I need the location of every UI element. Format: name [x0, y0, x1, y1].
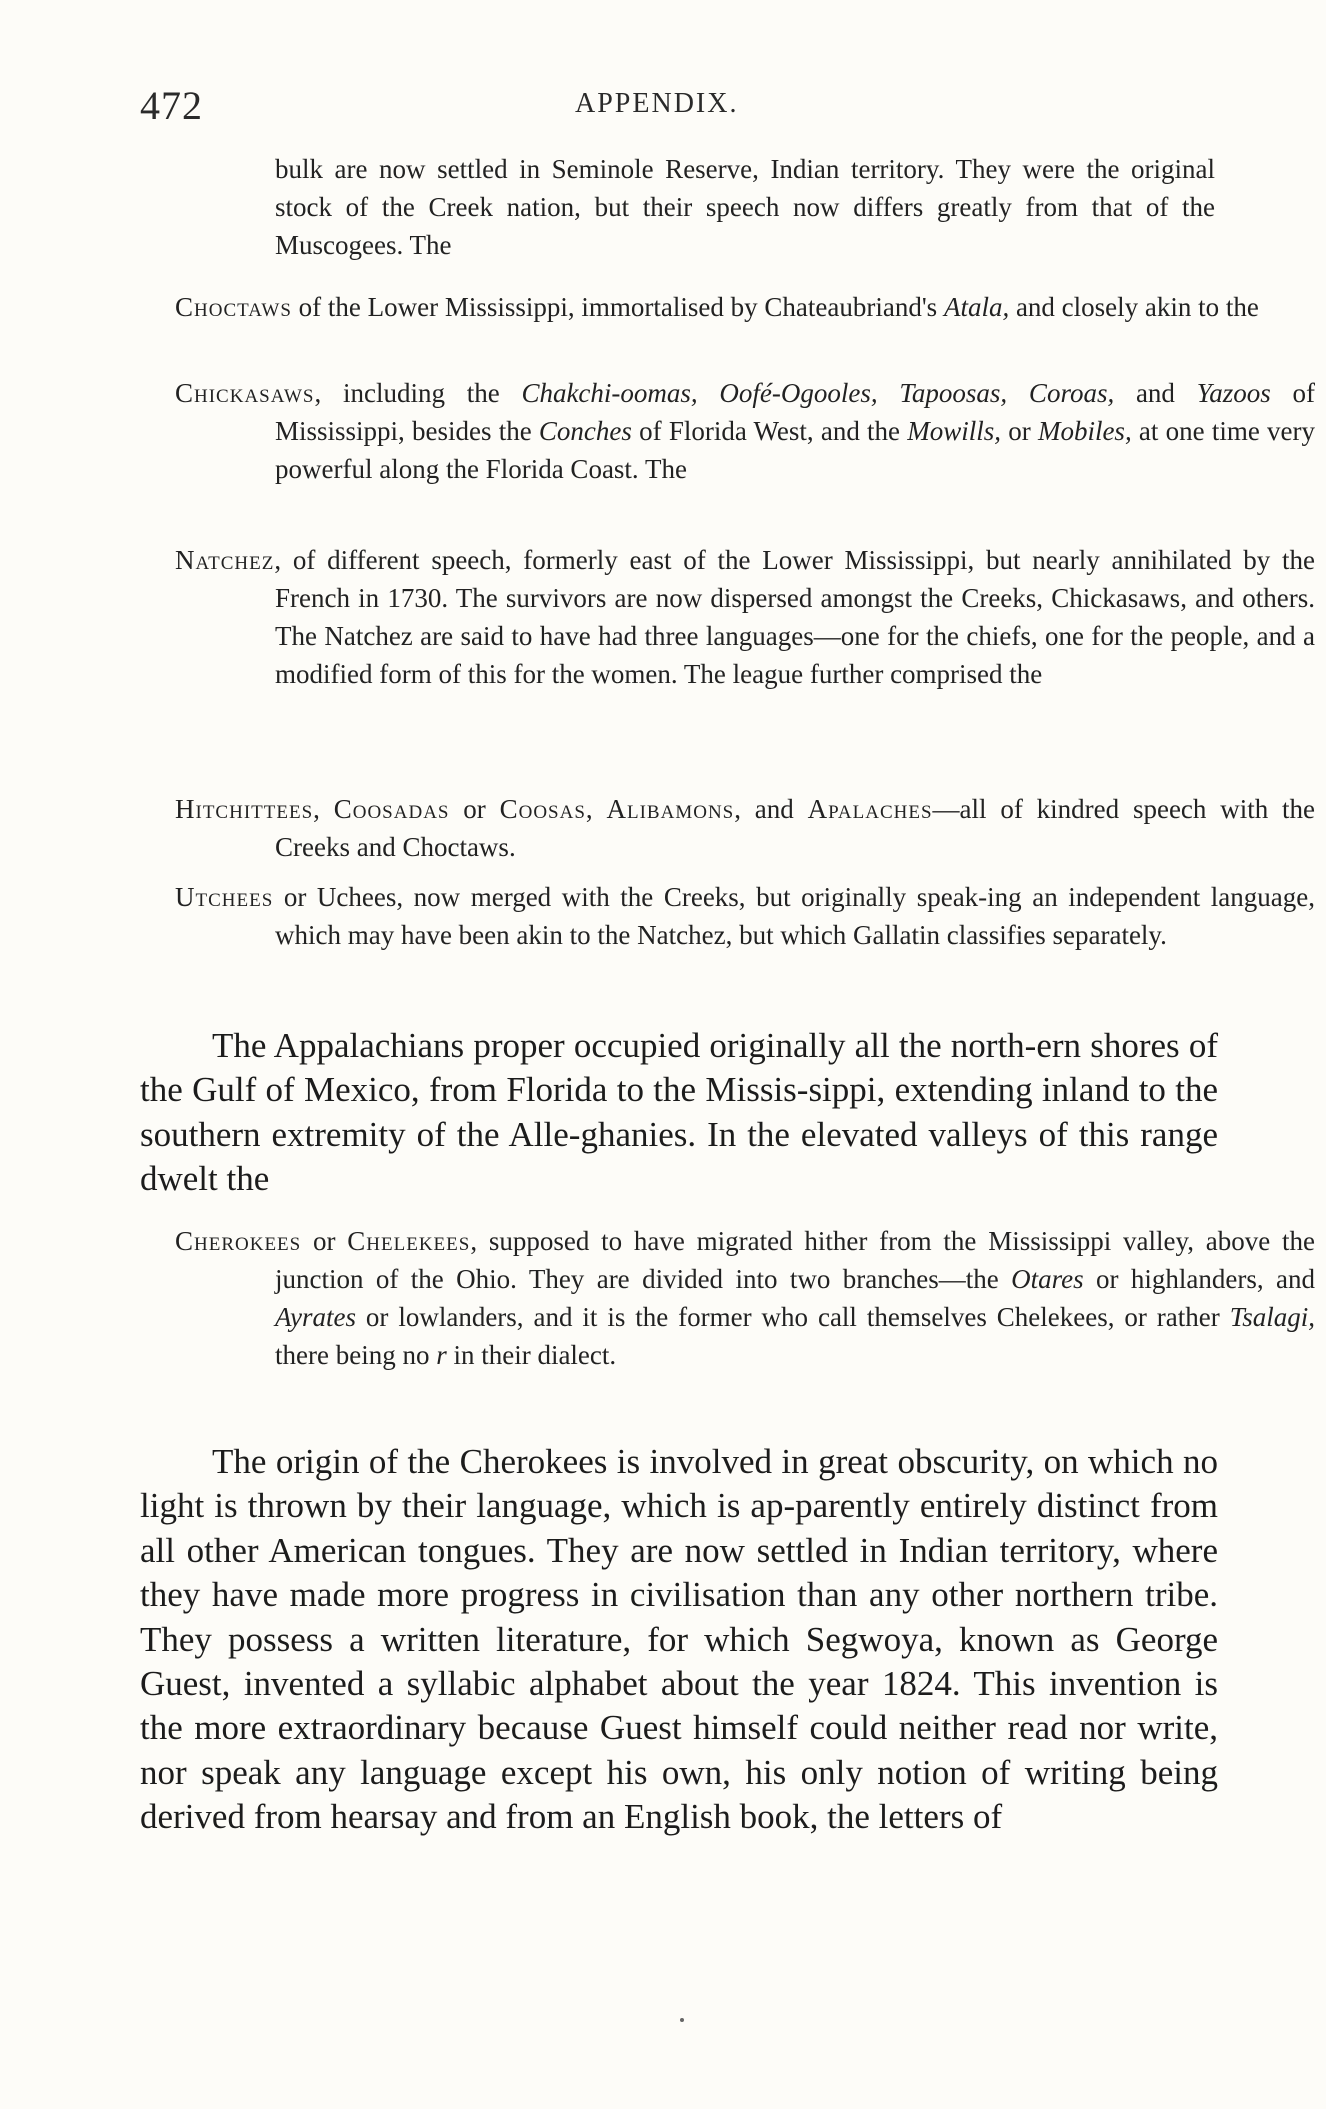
running-title: APPENDIX. [575, 88, 739, 119]
print-speck [680, 2018, 684, 2022]
page-header [140, 82, 1220, 128]
entry-hitchittees: Hitchittees, Coosadas or Coosas, Alibamons, and Apalaches—all of kindred speech with the Creeks and Choctaws. [175, 794, 1316, 862]
paragraph-appalachians: The Appalachians proper occupied originally all the north-ern shores of the Gulf of Mexico, from Florida to the Missis-sippi, extending inland to the southern extremity of the Alle-ghanies. In the elevated valleys of this range dwelt the [140, 1026, 1218, 1199]
tribe-name-natchez: Natchez [175, 545, 275, 575]
entry-chickasaws: Chickasaws, including the Chakchi-oomas, Oofé-Ogooles, Tapoosas, Coroas, and Yazoos of Mississippi, besides the Conches of Florida West, and the Mowills, or Mobiles, at one time very powerful along the Florida Coast. The [175, 378, 1316, 484]
entry-cherokees: Cherokees or Chelekees, supposed to have migrated hither from the Mississippi valley, above the junction of the Ohio. They are divided into two branches—the Otares or highlanders, and Ayrates or lowlanders, and it is the former who call themselves Chelekees, or rather Tsalagi, there being no r in their dialect. [175, 1226, 1315, 1370]
entry-text: bulk are now settled in Seminole Reserve, Indian territory. They were the original stock of the Creek nation, but their speech now differs greatly from that of the Muscogees. The [275, 154, 1215, 260]
tribe-name-utchees: Utchees [175, 882, 274, 912]
tribe-name-chickasaws: Chickasaws [175, 378, 315, 408]
paragraph-origin: The origin of the Cherokees is involved in great obscurity, on which no light is thrown by their language, which is ap-parently entirely distinct from all other American tongues. They are now settled in Indian territory, where they have made more progress in civilisation than any other northern tribe. They possess a written literature, for which Segwoya, known as George Guest, invented a syllabic alphabet about the year 1824. This invention is the more extraordinary because Guest himself could neither read nor write, nor speak any language except his own, his only notion of writing being derived from hearsay and from an English book, the letters of [140, 1442, 1218, 1837]
entry-utchees: Utchees or Uchees, now merged with the Creeks, but originally speak-ing an independent language, which may have been akin to the Natchez, but which Gallatin classifies separately. [175, 882, 1315, 950]
page-number: 472 [140, 83, 203, 128]
entry-continuation [275, 150, 1215, 264]
tribe-name-choctaws: Choctaws [175, 292, 292, 322]
entry-natchez: Natchez, of different speech, formerly east of the Lower Mississippi, but nearly annihilated by the French in 1730. The survivors are now dispersed amongst the Creeks, Chickasaws, and others. The Natchez are said to have had three languages—one for the chiefs, one for the people, and a modified form of this for the women. The league further comprised the [175, 545, 1315, 689]
entry-choctaws: Choctaws of the Lower Mississippi, immortalised by Chateaubriand's Atala, and closely akin to the [175, 292, 1259, 322]
